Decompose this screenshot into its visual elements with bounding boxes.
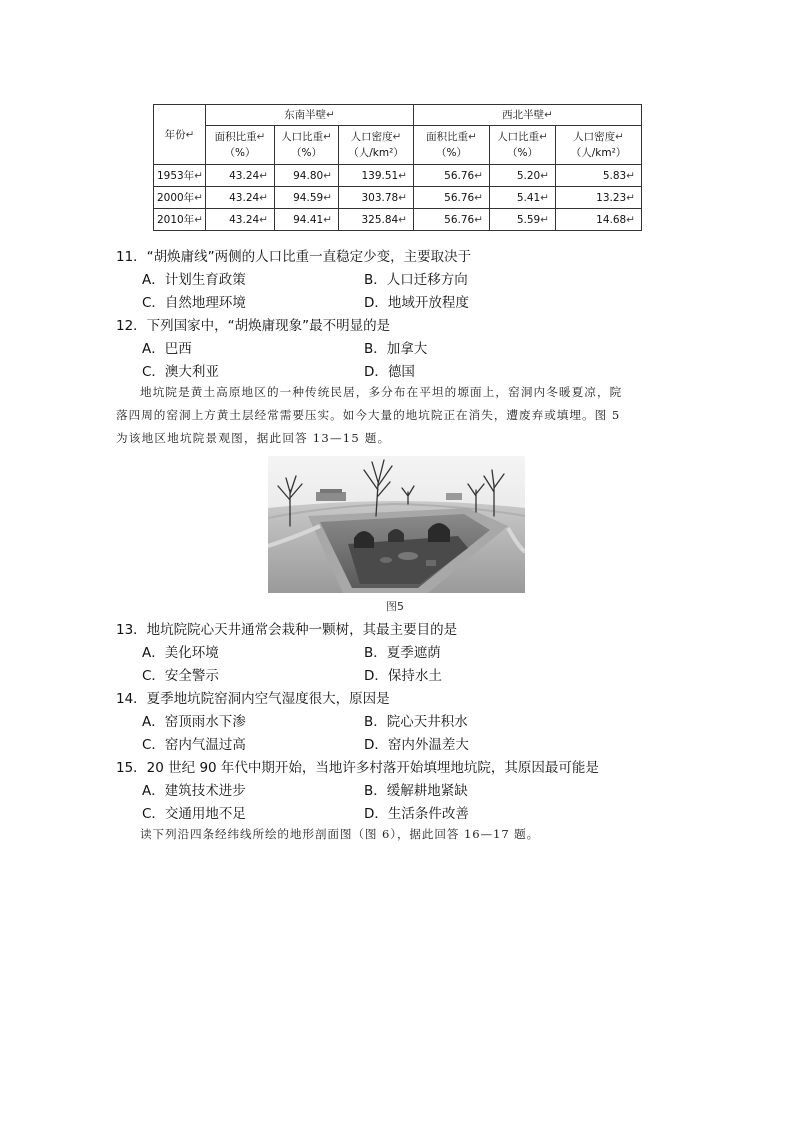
q12-option-d[interactable]: D．德国 bbox=[364, 364, 415, 380]
q15-option-d[interactable]: D．生活条件改善 bbox=[364, 806, 469, 822]
passage-line-2: 落四周的窑洞上方黄土层经常需要压实。如今大量的地坑院正在消失，遭废弃或填埋。图 5 bbox=[116, 408, 621, 422]
value-cell: 303.78↵ bbox=[339, 187, 414, 209]
year-cell: 2000年↵ bbox=[154, 187, 206, 209]
q14-option-c[interactable]: C．窑内气温过高 bbox=[142, 737, 246, 753]
q15-option-b[interactable]: B．缓解耕地紧缺 bbox=[364, 783, 468, 799]
table-row bbox=[154, 165, 642, 187]
year-header: 年份 bbox=[164, 128, 186, 141]
question-13-stem: 13．地坑院院心天井通常会栽种一颗树，其最主要目的是 bbox=[116, 622, 458, 638]
question-15-stem: 15．20 世纪 90 年代中期开始，当地许多村落开始填埋地坑院，其原因最可能是 bbox=[116, 760, 599, 776]
group-header-southeast: 东南半壁↵ bbox=[206, 105, 414, 126]
value-cell: 5.83↵ bbox=[556, 165, 642, 187]
year-header-cell: 年份↵ bbox=[154, 105, 206, 165]
dikengyuan-photo bbox=[268, 456, 525, 593]
subheader-cell: 人口比重↵ （%） bbox=[490, 126, 556, 165]
subheader-cell: 人口比重↵ （%） bbox=[275, 126, 339, 165]
subheader-cell: 面积比重↵ （%） bbox=[206, 126, 275, 165]
q15-option-c[interactable]: C．交通用地不足 bbox=[142, 806, 246, 822]
table-row bbox=[154, 209, 642, 231]
value-cell: 139.51↵ bbox=[339, 165, 414, 187]
value-cell: 14.68↵ bbox=[556, 209, 642, 231]
value-cell: 56.76↵ bbox=[414, 187, 490, 209]
value-cell: 5.59↵ bbox=[490, 209, 556, 231]
value-cell: 56.76↵ bbox=[414, 165, 490, 187]
q15-option-a[interactable]: A．建筑技术进步 bbox=[142, 783, 246, 799]
value-cell: 43.24↵ bbox=[206, 209, 275, 231]
value-cell: 94.41↵ bbox=[275, 209, 339, 231]
passage-line-1: 地坑院是黄土高原地区的一种传统民居，多分布在平坦的塬面上，窑洞内冬暖夏凉，院 bbox=[140, 385, 623, 399]
subheader-cell: 面积比重↵ （%） bbox=[414, 126, 490, 165]
value-cell: 56.76↵ bbox=[414, 209, 490, 231]
q11-option-c[interactable]: C．自然地理环境 bbox=[142, 295, 246, 311]
passage-line-3: 为该地区地坑院景观图，据此回答 13—15 题。 bbox=[116, 431, 391, 445]
value-cell: 43.24↵ bbox=[206, 165, 275, 187]
value-cell: 5.41↵ bbox=[490, 187, 556, 209]
value-cell: 43.24↵ bbox=[206, 187, 275, 209]
subheader-cell: 人口密度↵ （人/km²） bbox=[556, 126, 642, 165]
q11-option-a[interactable]: A．计划生育政策 bbox=[142, 272, 246, 288]
subheader-cell: 人口密度↵ （人/km²） bbox=[339, 126, 414, 165]
q12-option-b[interactable]: B．加拿大 bbox=[364, 341, 428, 357]
q11-option-d[interactable]: D．地域开放程度 bbox=[364, 295, 469, 311]
value-cell: 94.59↵ bbox=[275, 187, 339, 209]
q14-option-b[interactable]: B．院心天井积水 bbox=[364, 714, 468, 730]
figure-5-caption: 图5 bbox=[386, 600, 404, 613]
q12-option-a[interactable]: A．巴西 bbox=[142, 341, 192, 357]
value-cell: 94.80↵ bbox=[275, 165, 339, 187]
q14-option-a[interactable]: A．窑顶雨水下渗 bbox=[142, 714, 246, 730]
value-cell: 325.84↵ bbox=[339, 209, 414, 231]
table-row bbox=[154, 187, 642, 209]
q11-option-b[interactable]: B．人口迁移方向 bbox=[364, 272, 468, 288]
q13-option-c[interactable]: C．安全警示 bbox=[142, 668, 219, 684]
q12-option-c[interactable]: C．澳大利亚 bbox=[142, 364, 219, 380]
value-cell: 5.20↵ bbox=[490, 165, 556, 187]
passage-figure-6-intro: 读下列沿四条经纬线所绘的地形剖面图（图 6），据此回答 16—17 题。 bbox=[140, 827, 540, 841]
population-table bbox=[153, 104, 642, 231]
q14-option-d[interactable]: D．窑内外温差大 bbox=[364, 737, 469, 753]
question-12-stem: 12．下列国家中，“胡焕庸现象”最不明显的是 bbox=[116, 318, 391, 334]
year-cell: 1953年↵ bbox=[154, 165, 206, 187]
year-cell: 2010年↵ bbox=[154, 209, 206, 231]
q13-option-a[interactable]: A．美化环境 bbox=[142, 645, 219, 661]
q13-option-b[interactable]: B．夏季遮荫 bbox=[364, 645, 441, 661]
group-header-northwest: 西北半壁↵ bbox=[414, 105, 642, 126]
q13-option-d[interactable]: D．保持水土 bbox=[364, 668, 442, 684]
question-11-stem: 11．“胡焕庸线”两侧的人口比重一直稳定少变，主要取决于 bbox=[116, 249, 472, 265]
value-cell: 13.23↵ bbox=[556, 187, 642, 209]
question-14-stem: 14．夏季地坑院窑洞内空气湿度很大，原因是 bbox=[116, 691, 390, 707]
